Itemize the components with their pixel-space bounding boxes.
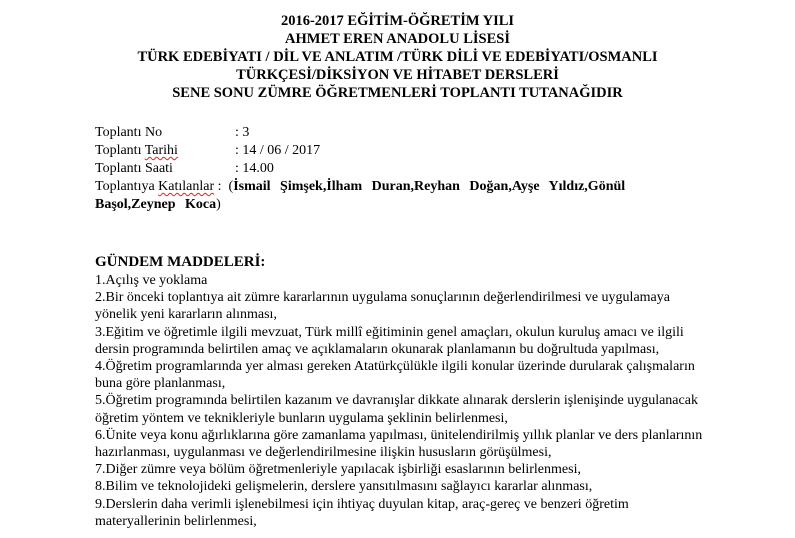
- participants-row: [95, 178, 699, 212]
- agenda-item-9: 9.Derslerin daha verimli işlenebilmesi için ihtiyaç duyulan kitap, araç-gereç ve benzeri öğretim materyallerinin belirlenmesi,: [95, 496, 629, 529]
- meeting-date-row: [95, 142, 699, 160]
- participants-names: İsmail Şimşek,İlham Duran,Reyhan Doğan,Ayşe Yıldız,Gönül Başol,Zeynep Koca: [95, 179, 626, 212]
- participants-colon: :: [214, 179, 229, 194]
- meeting-number-value: : 3: [235, 125, 250, 140]
- header-line-2: AHMET EREN ANADOLU LİSESİ: [285, 31, 510, 47]
- header-line-4: TÜRKÇESİ/DİKSİYON VE HİTABET DERSLERİ: [236, 67, 559, 83]
- participants-label-word: Katılanlar: [158, 179, 215, 194]
- agenda-item-2: 2.Bir önceki toplantıya ait zümre kararlarının uygulama sonuçlarının değerlendirilmesi ve uygulamaya yönelik yeni kararların alınması,: [95, 290, 670, 323]
- agenda-item-4: 4.Öğretim programlarında yer alması gereken Atatürkçülükle ilgili konular üzerinde durularak çalışmaların buna göre planlanması,: [95, 359, 695, 392]
- agenda-item-8: 8.Bilim ve teknolojideki gelişmelerin, derslere yansıtılmasını sağlayıcı kararlar alınması,: [95, 479, 593, 495]
- participants-close-paren: ): [216, 197, 221, 212]
- agenda-item-6: 6.Ünite veya konu ağırlıklarına göre zamanlama yapılması, ünitelendirilmiş yıllık planlar ve ders planlarının hazırlanması, uygulanması ve değerlendirilmesine ilişkin hususların görüşülmesi,: [95, 427, 703, 461]
- participants-open-paren: (: [228, 179, 234, 194]
- agenda-item-3: 3.Eğitim ve öğretimle ilgili mevzuat, Türk millî eğitiminin genel amaçları, okulun kuruluş amacı ve ilgili dersin programında belirtilen amaç ve açıklamaların okunarak planlamanın bu doğrultuda yapılması,: [95, 324, 684, 357]
- header-line-3: TÜRK EDEBİYATI / DİL VE ANLATIM /TÜRK DİLİ VE EDEBİYATI/OSMANLI: [137, 49, 658, 65]
- header-line-5: SENE SONU ZÜMRE ÖĞRETMENLERİ TOPLANTI TUTANAĞIDIR: [172, 85, 623, 101]
- agenda-title: GÜNDEM MADDELERİ:: [95, 254, 266, 270]
- agenda-section: [95, 252, 705, 530]
- meeting-number-row: [95, 124, 699, 142]
- meeting-date-label-prefix: Toplantı: [95, 143, 145, 158]
- meeting-date-label-word: Tarihi: [144, 143, 178, 158]
- agenda-item-1: 1.Açılış ve yoklama: [95, 273, 208, 288]
- document-header: [0, 12, 795, 102]
- meeting-time-value: : 14.00: [235, 161, 274, 176]
- agenda-item-7: 7.Diğer zümre veya bölüm öğretmenleriyle yapılacak işbirliği esaslarının belirlenmesi,: [95, 462, 581, 478]
- meeting-time-label: Toplantı Saati: [95, 161, 173, 176]
- participants-label: [95, 179, 214, 194]
- meeting-date-value: : 14 / 06 / 2017: [235, 143, 321, 158]
- meeting-number-label: Toplantı No: [95, 125, 163, 140]
- meeting-date-label: [95, 142, 235, 160]
- meeting-time-row: [95, 160, 699, 178]
- meeting-info: [95, 124, 699, 212]
- header-line-1: 2016-2017 EĞİTİM-ÖĞRETİM YILI: [280, 13, 515, 29]
- participants-label-prefix: Toplantıya: [95, 179, 159, 194]
- agenda-item-5: 5.Öğretim programında belirtilen kazanım ve davranışlar dikkate alınarak derslerin işlenişinde uygulanacak öğretim yöntem ve teknikleriyle bunların uygulama şeklinin belirlenmesi,: [95, 393, 698, 426]
